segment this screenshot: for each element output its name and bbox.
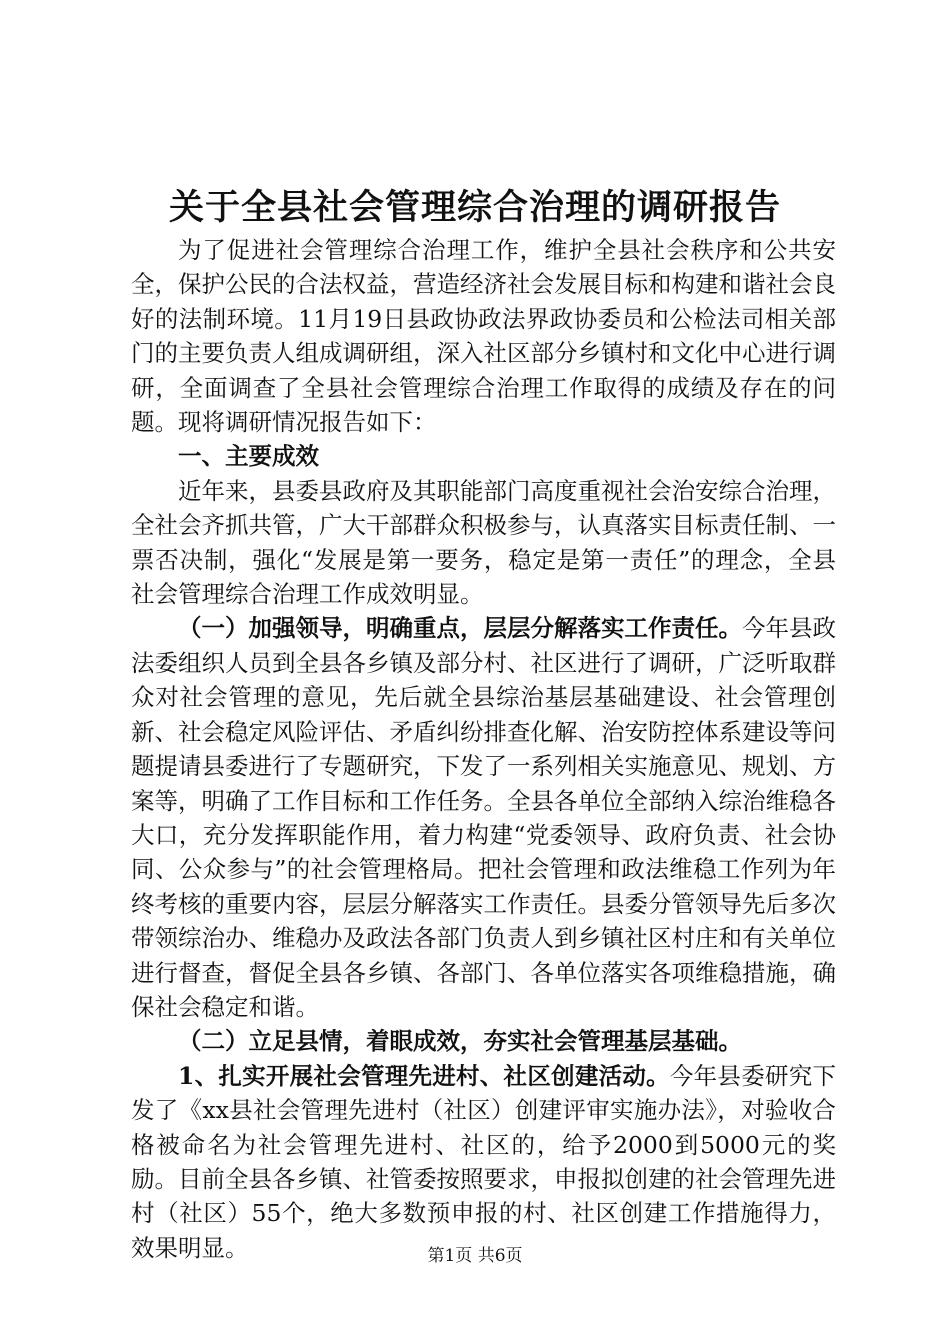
achievements-summary-text: 近年来，县委县政府及其职能部门高度重视社会治安综合治理，全社会齐抓共管，广大干部群众积极参与，认真落实目标责任制、一票否决制，强化“发展是第一要务，稳定是第一责任”的理念，全县社会管理综合治理工作成效明显。 — [131, 476, 836, 609]
subsection-2-lead: （二）立足县情，着眼成效，夯实社会管理基层基础。 — [178, 1027, 742, 1056]
subsection-1-text: 今年县政法委组织人员到全县各乡镇及部分村、社区进行了调研，广泛听取群众对社会管理的意见，先后就全县综治基层基础建设、社会管理创新、社会稳定风险评估、矛盾纠纷排查化解、治安防控体系建设等问题提请县委进行了专题研究，下发了一系列相关实施意见、规划、方案等，明确了工作目标和工作任务。全县各单位全部纳入综治维稳各大口，充分发挥职能作用，着力构建“党委领导、政府负责、社会协同、公众参与”的社会管理格局。把社会管理和政法维稳工作列为年终考核的重要内容，层层分解落实工作责任。县委分管领导先后多次带领综治办、维稳办及政法各部门负责人到乡镇社区村庄和有关单位进行督查，督促全县各乡镇、各部门、各单位落实各项维稳措施，确保社会稳定和谐。 — [131, 614, 836, 1021]
item-1-lead: 1、扎实开展社会管理先进村、社区创建活动。 — [178, 1061, 670, 1090]
intro-paragraph-text: 为了促进社会管理综合治理工作，维护全县社会秩序和公共安全，保护公民的合法权益，营造经济社会发展目标和构建和谐社会良好的法制环境。11月19日县政协政法界政协委员和公检法司相关部门的主要负责人组成调研组，深入社区部分乡镇村和文化中心进行调研，全面调查了全县社会管理综合治理工作取得的成绩及存在的问题。现将调研情况报告如下： — [131, 236, 836, 437]
document-body — [131, 233, 836, 1265]
item-1-text: 今年县委研究下发了《xx县社会管理先进村（社区）创建评审实施办法》，对验收合格被命名为社会管理先进村、社区的，给予2000到5000元的奖励。目前全县各乡镇、社管委按照要求，申报拟创建的社会管理先进村（社区）55个，绝大多数预申报的村、社区创建工作措施得力，效果明显。 — [131, 1061, 836, 1262]
section-heading-text: 一、主要成效 — [178, 442, 319, 471]
document-title: 关于全县社会管理综合治理的调研报告 — [168, 187, 781, 228]
intro-paragraph — [131, 233, 836, 439]
achievements-summary-paragraph — [131, 474, 836, 612]
page-footer — [0, 1244, 950, 1268]
subsection-2-heading — [131, 1024, 836, 1058]
subsection-1-paragraph — [131, 611, 836, 1024]
section-heading-main-achievements — [131, 439, 836, 473]
page-number-indicator: 第1页 共6页 — [427, 1246, 523, 1266]
item-1-paragraph — [131, 1059, 836, 1265]
subsection-1-lead: （一）加强领导，明确重点，层层分解落实工作责任。 — [178, 614, 742, 643]
